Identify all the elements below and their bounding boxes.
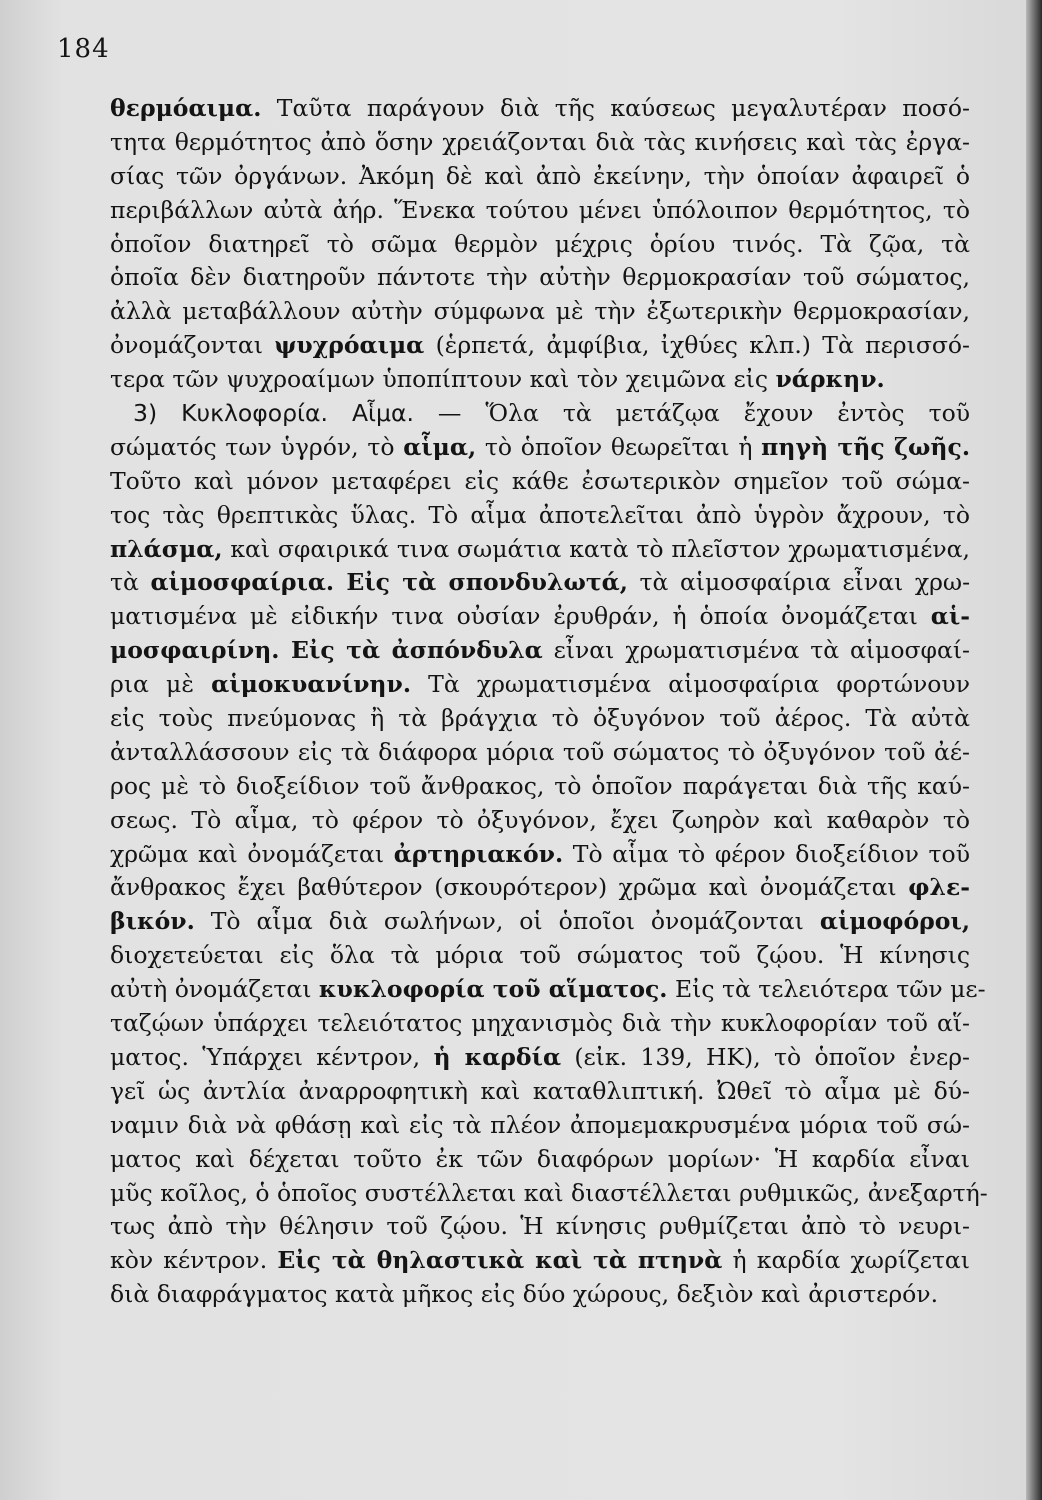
text-line — [110, 126, 970, 160]
text-segment: 3) Κυκλοφορία. Αἷμα. — [133, 399, 414, 428]
bold-term: νάρκην. — [775, 365, 885, 394]
text-line — [110, 939, 970, 973]
text-segment: ἄνθρακος ἔχει βαθύτερον (σκουρότερον) χρῶμα καὶ ὀνομάζεται — [110, 873, 909, 902]
text-segment: Τοῦτο καὶ μόνον μεταφέρει εἰς κάθε ἐσωτερικὸν σημεῖον τοῦ σώμα- — [110, 466, 970, 495]
text-segment: γεῖ ὡς ἀντλία ἀναρροφητικὴ καὶ καταθλιπτική. Ὠθεῖ τὸ αἷμα μὲ δύ- — [110, 1076, 970, 1105]
text-line — [110, 1210, 970, 1244]
text-segment: ναμιν διὰ νὰ φθάσῃ καὶ εἰς τὰ πλέον ἀπομεμακρυσμένα μόρια τοῦ σώ- — [110, 1110, 970, 1139]
text-line — [110, 905, 970, 939]
text-segment: τὰ — [110, 568, 151, 597]
text-segment: ἀνταλλάσσουν εἰς τὰ διάφορα μόρια τοῦ σώματος τὸ ὀξυγόνον τοῦ ἀέ- — [110, 737, 970, 766]
text-line — [110, 770, 970, 804]
text-segment: τὰ αἱμοσφαίρια εἶναι χρω- — [627, 568, 971, 597]
text-line — [110, 1244, 970, 1278]
text-line — [110, 1143, 970, 1177]
text-segment: αὐτὴ ὀνομάζεται — [110, 975, 319, 1004]
text-line — [110, 702, 970, 736]
text-line — [110, 871, 970, 905]
text-segment: ταζῴων ὑπάρχει τελειότατος μηχανισμὸς διὰ τὴν κυκλοφορίαν τοῦ αἵ- — [110, 1009, 970, 1038]
page-edge-shadow — [1026, 0, 1042, 1500]
text-segment: τητα θερμότητος ἀπὸ ὅσην χρειάζονται διὰ τὰς κινήσεις καὶ τὰς ἐργα- — [110, 127, 970, 156]
text-segment: χρῶμα καὶ ὀνομάζεται — [110, 839, 394, 868]
text-line — [110, 1177, 988, 1211]
bold-term: ἡ καρδία — [433, 1042, 562, 1071]
text-segment: ὁποῖα δὲν διατηροῦν πάντοτε τὴν αὐτὴν θερμοκρασίαν τοῦ σώματος, — [110, 263, 970, 292]
text-segment: ὁποῖον διατηρεῖ τὸ σῶμα θερμὸν μέχρις ὁρίου τινός. Τὰ ζῷα, τὰ — [110, 229, 970, 258]
text-line — [110, 804, 970, 838]
text-line — [110, 838, 970, 872]
text-line — [110, 1007, 970, 1041]
text-line — [110, 1041, 970, 1075]
text-segment: τὸ ὁποῖον θεωρεῖται ἡ — [476, 432, 762, 461]
bold-term: ψυχρόαιμα — [274, 331, 425, 360]
text-segment: Τὸ αἷμα διὰ σωλήνων, οἱ ὁποῖοι ὀνομάζονται — [194, 907, 820, 936]
bold-term: αἱ- — [930, 602, 970, 631]
text-line — [110, 363, 970, 397]
bold-term: ἀρτηριακόν. — [393, 839, 564, 868]
bold-term: πλάσμα, — [110, 534, 223, 563]
bold-term: κυκλοφορία τοῦ αἵματος. — [318, 975, 668, 1004]
text-line — [110, 397, 970, 431]
text-line — [110, 431, 970, 465]
text-segment: τερα τῶν ψυχροαίμων ὑποπίπτουν καὶ τὸν χειμῶνα εἰς — [110, 365, 776, 394]
text-line — [110, 736, 970, 770]
text-line — [110, 228, 970, 262]
bold-term: αἱμοφόροι, — [819, 907, 970, 936]
text-segment: Τὸ αἷμα τὸ φέρον διοξείδιον τοῦ — [563, 839, 970, 868]
bold-term: αἷμα, — [403, 432, 477, 461]
text-segment: εἰς τοὺς πνεύμονας ἢ τὰ βράγχια τὸ ὀξυγόνον τοῦ ἀέρος. Τὰ αὐτὰ — [110, 704, 970, 733]
page-number: 184 — [57, 34, 110, 64]
text-segment: Εἰς τὰ τελειότερα τῶν με- — [667, 975, 986, 1004]
text-segment: (ἑρπετά, ἀμφίβια, ἰχθύες κλπ.) Τὰ περισσό- — [424, 331, 970, 360]
text-segment: Ταῦτα παράγουν διὰ τῆς καύσεως μεγαλυτέραν ποσό- — [261, 94, 970, 122]
text-segment: — Ὅλα τὰ μετάζῳα ἔχουν ἐντὸς τοῦ — [413, 399, 971, 428]
text-segment: σίας τῶν ὀργάνων. Ἀκόμη δὲ καὶ ἀπὸ ἐκείνην, τὴν ὁποίαν ἀφαιρεῖ ὁ — [110, 161, 970, 190]
bold-term: φλε- — [908, 873, 970, 902]
text-segment: τος τὰς θρεπτικὰς ὕλας. Τὸ αἷμα ἀποτελεῖται ἀπὸ ὑγρὸν ἄχρουν, τὸ — [110, 500, 970, 529]
bold-term: μοσφαιρίνη. Εἰς τὰ ἀσπόνδυλα — [110, 636, 543, 665]
text-segment: διὰ διαφράγματος κατὰ μῆκος εἰς δύο χώρους, δεξιὸν καὶ ἀριστερόν. — [110, 1280, 939, 1309]
text-segment: ἀλλὰ μεταβάλλουν αὐτὴν σύμφωνα μὲ τὴν ἐξωτερικὴν θερμοκρασίαν, — [110, 297, 970, 326]
text-segment: (εἰκ. 139, ΗΚ), τὸ ὁποῖον ἐνερ- — [561, 1042, 970, 1071]
text-segment: εἶναι χρωματισμένα τὰ αἱμοσφαί- — [542, 636, 970, 665]
text-segment: Τὰ χρωματισμένα αἱμοσφαίρια φορτώνουν — [411, 670, 970, 699]
bold-term: Εἰς τὰ θηλαστικὰ καὶ τὰ πτηνὰ — [277, 1246, 723, 1275]
bold-term: αἱμοσφαίρια. Εἰς τὰ σπονδυλωτά, — [150, 568, 628, 597]
text-line — [110, 634, 970, 668]
text-segment: ματος καὶ δέχεται τοῦτο ἐκ τῶν διαφόρων μορίων· Ἡ καρδία εἶναι — [110, 1144, 970, 1173]
text-segment: τως ἀπὸ τὴν θέλησιν τοῦ ζῴου. Ἡ κίνησις ρυθμίζεται ἀπὸ τὸ νευρι- — [110, 1212, 970, 1241]
text-segment: κὸν κέντρον. — [110, 1246, 278, 1275]
text-segment: σώματός των ὑγρόν, τὸ — [110, 432, 404, 461]
text-line — [110, 329, 970, 363]
bold-term: αἱμοκυανίνην. — [211, 670, 411, 699]
text-line — [110, 1109, 970, 1143]
text-line — [110, 92, 970, 126]
text-segment: ρος μὲ τὸ διοξείδιον τοῦ ἄνθρακος, τὸ ὁποῖον παράγεται διὰ τῆς καύ- — [110, 771, 970, 800]
text-segment: ρια μὲ — [110, 670, 212, 699]
text-segment: διοχετεύεται εἰς ὅλα τὰ μόρια τοῦ σώματος τοῦ ζῴου. Ἡ κίνησις — [110, 941, 970, 970]
text-segment: μῦς κοῖλος, ὁ ὁποῖος συστέλλεται καὶ διαστέλλεται ρυθμικῶς, ἀνεξαρτή- — [110, 1178, 988, 1207]
text-line — [110, 499, 970, 533]
text-segment: σεως. Τὸ αἷμα, τὸ φέρον τὸ ὀξυγόνον, ἔχει ζωηρὸν καὶ καθαρὸν τὸ — [110, 805, 970, 834]
text-segment: καὶ σφαιρικά τινα σωμάτια κατὰ τὸ πλεῖστον χρωματισμένα, — [222, 534, 970, 563]
text-segment: περιβάλλων αὐτὰ ἀήρ. Ἕνεκα τούτου μένει ὑπόλοιπον θερμότητος, τὸ — [110, 195, 970, 224]
text-line — [110, 668, 970, 702]
text-line — [110, 973, 986, 1007]
text-segment: ματος. Ὑπάρχει κέντρον, — [110, 1042, 434, 1071]
text-line — [110, 194, 970, 228]
text-line — [110, 295, 970, 329]
text-line — [110, 1278, 970, 1312]
text-line — [110, 261, 970, 295]
text-line — [110, 465, 970, 499]
body-text — [110, 92, 988, 1312]
text-segment: ἡ καρδία χωρίζεται — [722, 1246, 970, 1275]
text-segment: ματισμένα μὲ εἰδικήν τινα οὐσίαν ἐρυθράν, ἡ ὁποία ὀνομάζεται — [110, 602, 931, 631]
text-line — [110, 600, 970, 634]
text-line — [110, 1075, 970, 1109]
bold-term: βικόν. — [110, 907, 195, 936]
text-line — [110, 160, 970, 194]
bold-term: θερμόαιμα. — [110, 94, 262, 122]
text-line — [110, 566, 970, 600]
text-line — [110, 533, 970, 567]
text-segment: ὀνομάζονται — [110, 331, 275, 360]
bold-term: πηγὴ τῆς ζωῆς. — [761, 432, 971, 461]
